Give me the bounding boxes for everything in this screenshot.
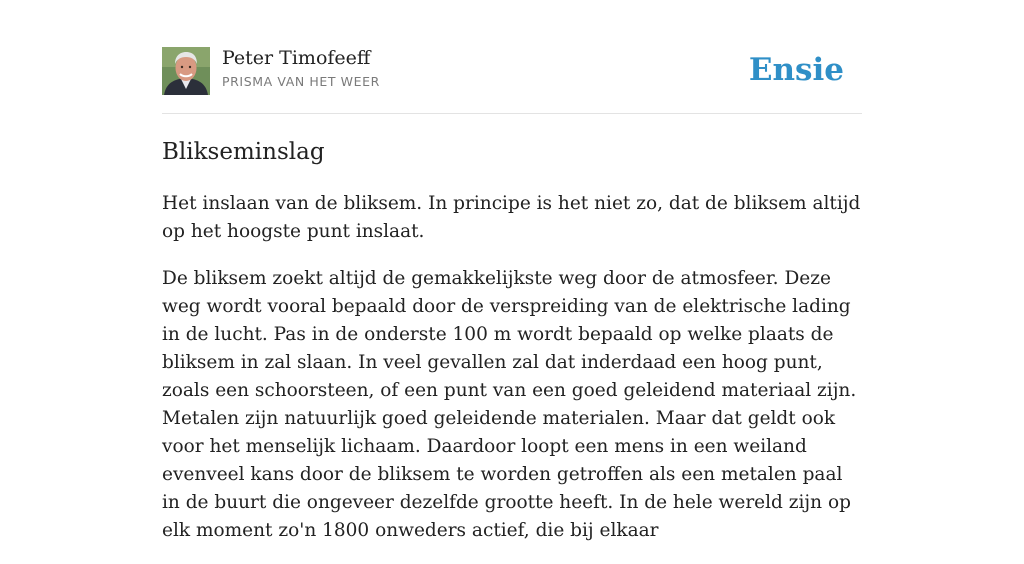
article-title: Blikseminslag [162, 139, 325, 165]
author-name[interactable]: Peter Timofeeff [222, 47, 371, 69]
ensie-logo[interactable]: Ensie [748, 52, 844, 88]
author-source[interactable]: PRISMA VAN HET WEER [222, 74, 380, 89]
header-divider [162, 113, 862, 114]
author-avatar[interactable] [162, 47, 210, 95]
author-photo [162, 47, 210, 95]
article-paragraph: De bliksem zoekt altijd de gemakkelijkste weg door de atmosfeer. Deze weg wordt vooral bepaald door de verspreiding van de elektrische lading in de lucht. Pas in de onderste 100 m wordt bepaald op welke plaats de bliksem in zal slaan. In veel gevallen zal dat inderdaad een hoog punt, zoals een schoorsteen, of een punt van een goed geleidend materiaal zijn. Metalen zijn natuurlijk goed geleidende materialen. Maar dat geldt ook voor het menselijk lichaam. Daardoor loopt een mens in een weiland evenveel kans door de bliksem te worden getroffen als een metalen paal in de buurt die ongeveer dezelfde grootte heeft. In de hele wereld zijn op elk moment zo'n 1800 onweders actief, die bij elkaar [162, 268, 857, 541]
article-body [162, 190, 862, 564]
author-header [162, 46, 862, 96]
article-paragraph: Het inslaan van de bliksem. In principe is het niet zo, dat de bliksem altijd op het hoogste punt inslaat. [162, 193, 861, 242]
